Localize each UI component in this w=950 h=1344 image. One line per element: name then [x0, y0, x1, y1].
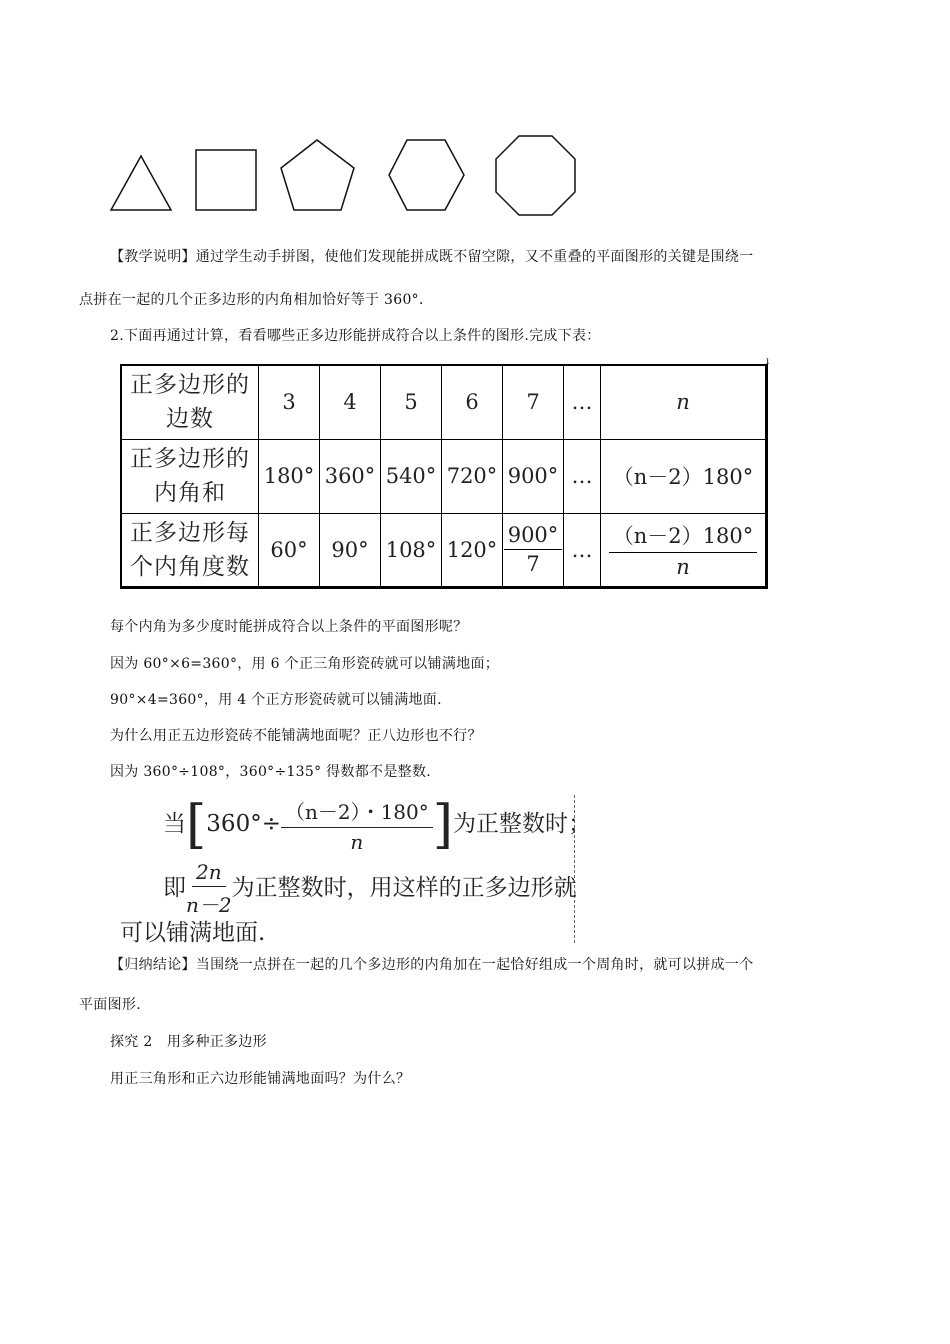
- table-row: [121, 513, 767, 587]
- table-cell: [601, 513, 767, 587]
- answer-2: 90°×4=360°，用 4 个正方形瓷砖就可以铺满地面.: [110, 692, 442, 708]
- table-cell: 120°: [442, 513, 503, 587]
- table-cell: …: [564, 439, 601, 513]
- table-cell: 720°: [442, 439, 503, 513]
- conclusion-line1: 【归纳结论】当围绕一点拼在一起的几个多边形的内角加在一起恰好组成一个周角时，就可以拼成一个: [110, 957, 754, 973]
- explore-2-heading: 探究 2 用多种正多边形: [110, 1034, 267, 1050]
- fraction-numerator: 900°: [504, 523, 563, 550]
- formula-text: 为正整数时，用这样的正多边形就: [231, 875, 577, 901]
- table-cell: 108°: [381, 513, 442, 587]
- pentagon-icon: [281, 140, 354, 210]
- question-1: 每个内角为多少度时能拼成符合以上条件的平面图形呢？: [110, 619, 468, 635]
- conclusion-line2: 平面图形.: [79, 997, 141, 1013]
- table-cell: 540°: [381, 439, 442, 513]
- table-cell: …: [564, 513, 601, 587]
- table-row: [121, 365, 767, 439]
- row-head-sides: [121, 365, 259, 439]
- table-cell: 5: [381, 365, 442, 439]
- table-cell: 60°: [259, 513, 320, 587]
- table-cell: 4: [320, 365, 381, 439]
- formula-text: 360°÷: [206, 811, 281, 837]
- formula-text: 当: [163, 811, 186, 837]
- fraction-numerator: （n－2）・180°: [281, 796, 433, 828]
- table-cell: n: [601, 365, 767, 439]
- table-cell: [503, 513, 564, 587]
- fraction-denominator: n－2: [186, 893, 232, 917]
- table-cell: （n－2）180°: [601, 439, 767, 513]
- table-cell: 360°: [320, 439, 381, 513]
- octagon-icon: [496, 136, 575, 215]
- row-head-each: [121, 513, 259, 587]
- table-cell: 900°: [503, 439, 564, 513]
- formula-line-1: [163, 796, 591, 854]
- fraction-denominator: 7: [526, 552, 540, 576]
- left-bracket: [: [186, 795, 207, 855]
- formula-text: 即: [163, 875, 186, 901]
- fraction-numerator: （n－2）180°: [609, 520, 757, 553]
- polygon-figures: [0, 0, 950, 240]
- formula-line-3: 可以铺满地面.: [120, 920, 266, 946]
- margin-mark: ı: [766, 356, 770, 367]
- row-head-line: 内角和: [154, 480, 226, 506]
- row-head-sum: [121, 439, 259, 513]
- table-cell: 3: [259, 365, 320, 439]
- table-cell: …: [564, 365, 601, 439]
- formula-text: 为正整数时；: [453, 811, 592, 837]
- fraction: [504, 523, 563, 576]
- teaching-note-line1: 【教学说明】通过学生动手拼图，使他们发现能拼成既不留空隙，又不重叠的平面图形的关键是围绕一: [110, 249, 754, 265]
- row-head-line: 个内角度数: [130, 553, 250, 580]
- question-3: 用正三角形和正六边形能铺满地面吗？为什么？: [110, 1071, 411, 1087]
- row-head-line: 正多边形每: [130, 519, 250, 546]
- row-head-line: 正多边形的: [130, 372, 250, 399]
- hexagon-icon: [389, 140, 464, 210]
- table-row: [121, 439, 767, 513]
- right-bracket: ]: [432, 795, 454, 855]
- fraction-numerator: 2n: [192, 860, 226, 887]
- row-head-line: 边数: [166, 406, 214, 433]
- fraction-denominator: n: [350, 830, 364, 854]
- task-instruction: 2.下面再通过计算，看看哪些正多边形能拼成符合以上条件的图形.完成下表：: [110, 328, 601, 344]
- formula-line-2: [163, 860, 577, 918]
- table-cell: 180°: [259, 439, 320, 513]
- teaching-note-line2: 点拼在一起的几个正多边形的内角相加恰好等于 360°．: [79, 292, 434, 308]
- question-2: 为什么用正五边形瓷砖不能铺满地面呢？正八边形也不行？: [110, 728, 482, 744]
- fraction: [281, 796, 433, 854]
- answer-1: 因为 60°×6=360°，用 6 个正三角形瓷砖就可以铺满地面；: [110, 656, 500, 672]
- fraction: [186, 860, 232, 918]
- square-icon: [196, 150, 256, 210]
- fraction: [609, 520, 757, 579]
- polygon-table: [120, 364, 768, 589]
- row-head-line: 正多边形的: [130, 446, 250, 472]
- triangle-icon: [111, 156, 171, 210]
- answer-3: 因为 360°÷108°，360°÷135° 得数都不是整数.: [110, 764, 431, 780]
- table-cell: 6: [442, 365, 503, 439]
- fraction-denominator: n: [676, 555, 690, 579]
- table-cell: 7: [503, 365, 564, 439]
- table-cell: 90°: [320, 513, 381, 587]
